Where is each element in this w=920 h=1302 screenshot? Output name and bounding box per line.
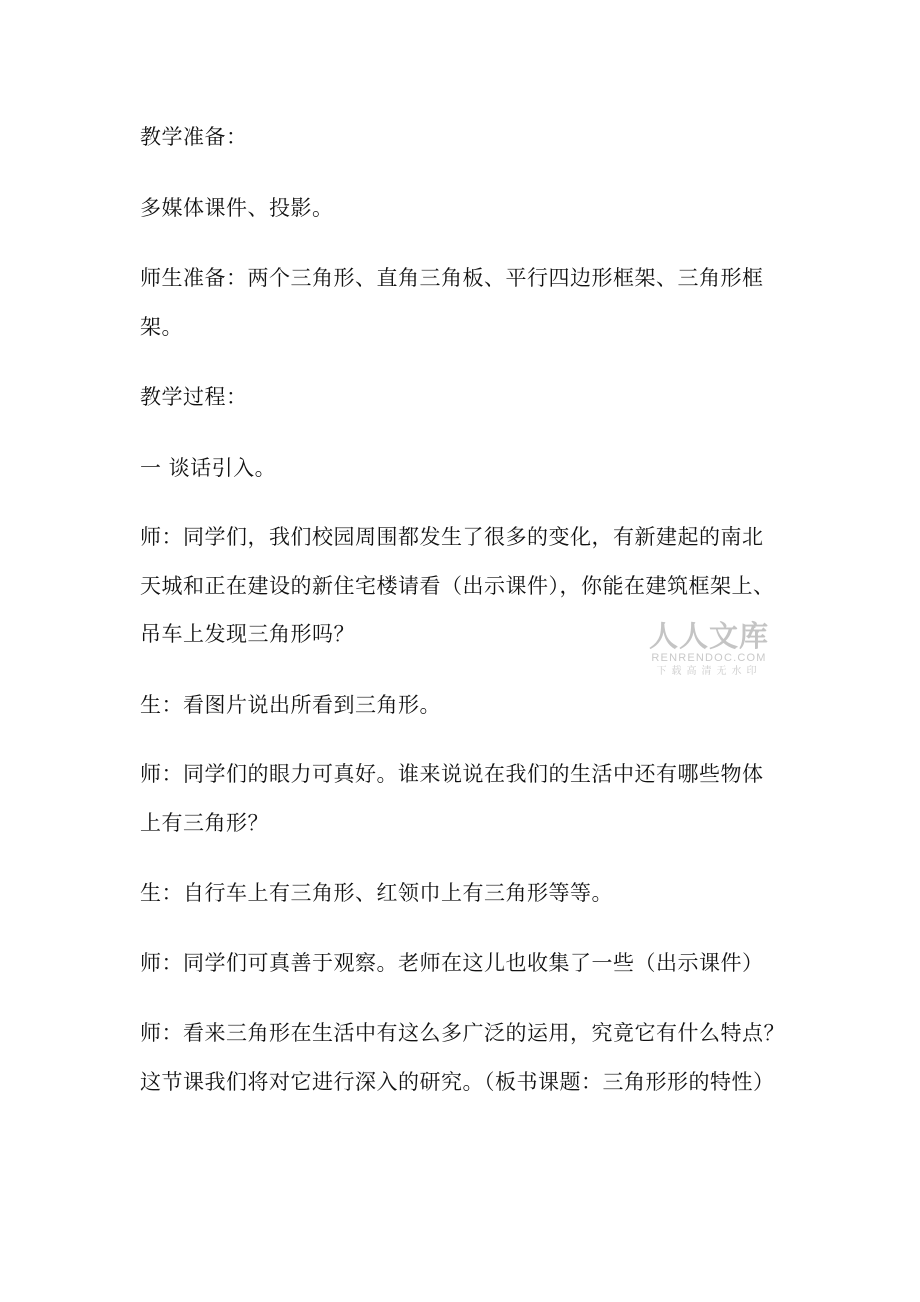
watermark-tagline: 下载高清无水印 bbox=[656, 666, 762, 677]
paragraph-teacher-2-line1: 师：同学们的眼力可真好。谁来说说在我们的生活中还有哪些物体 bbox=[140, 762, 764, 786]
paragraph-teacher-1-line3: 吊车上发现三角形吗？ bbox=[140, 622, 355, 646]
watermark-url: RENRENDOC.COM bbox=[651, 652, 767, 664]
heading-teaching-process: 教学过程： bbox=[140, 385, 248, 409]
renrendoc-watermark bbox=[645, 620, 773, 678]
paragraph-teacher-4-line2: 这节课我们将对它进行深入的研究。（板书课题：三角形形的特性） bbox=[140, 1070, 775, 1094]
paragraph-teacher-4-line1: 师：看来三角形在生活中有这么多广泛的运用，究竟它有什么特点？ bbox=[140, 1021, 785, 1045]
paragraph-teacher-student-prep-line1: 师生准备：两个三角形、直角三角板、平行四边形框架、三角形框 bbox=[140, 266, 764, 290]
paragraph-student-1: 生：看图片说出所看到三角形。 bbox=[140, 693, 441, 717]
paragraph-materials: 多媒体课件、投影。 bbox=[140, 196, 334, 220]
heading-teaching-preparation: 教学准备： bbox=[140, 125, 248, 149]
section-heading-introduction: 一 谈话引入。 bbox=[140, 456, 277, 480]
paragraph-teacher-student-prep-line2: 架。 bbox=[140, 315, 183, 339]
paragraph-teacher-1-line1: 师：同学们，我们校园周围都发生了很多的变化，有新建起的南北 bbox=[140, 525, 764, 549]
paragraph-student-2: 生：自行车上有三角形、红领巾上有三角形等等。 bbox=[140, 881, 613, 905]
paragraph-teacher-3: 师：同学们可真善于观察。老师在这儿也收集了一些（出示课件） bbox=[140, 951, 764, 975]
watermark-title: 人人文库 bbox=[648, 619, 769, 653]
paragraph-teacher-1-line2: 天城和正在建设的新住宅楼请看（出示课件），你能在建筑框架上、 bbox=[140, 574, 775, 598]
paragraph-teacher-2-line2: 上有三角形？ bbox=[140, 811, 269, 835]
